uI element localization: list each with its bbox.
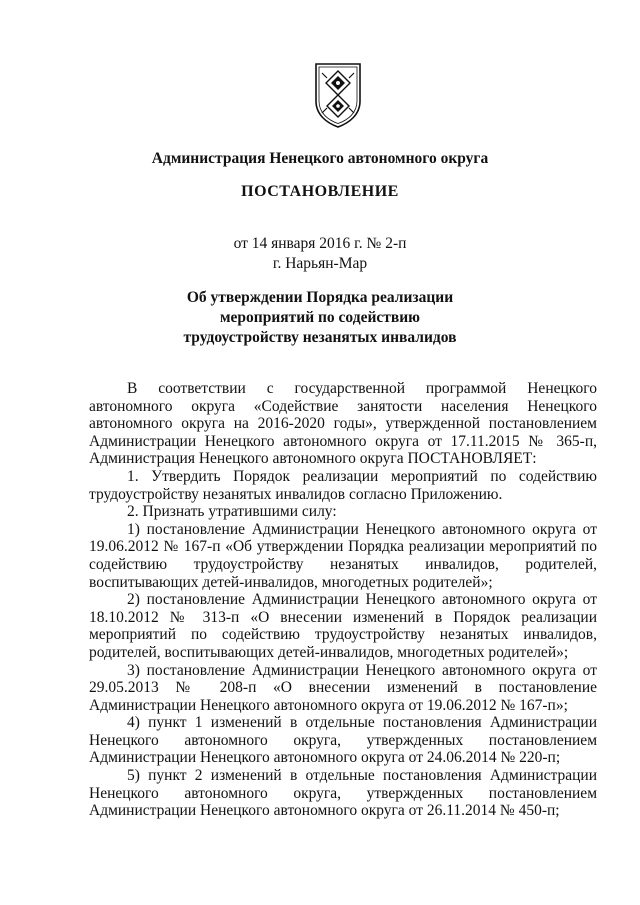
clause-2: 2. Признать утратившими силу: (127, 503, 337, 521)
document-type: ПОСТАНОВЛЕНИЕ (241, 183, 399, 200)
coat-of-arms-icon (313, 61, 363, 129)
clause-2-item-4: 4) пункт 1 изменений в отдельные постановления Администрации Ненецкого автономного округа, утвержденных постановлением Администрации Ненецкого автономного округа от 24.06.2014 № 220-п; (89, 714, 597, 767)
document-body (89, 380, 597, 820)
document-city: г. Нарьян-Мар (272, 255, 368, 272)
organization-name: Администрация Ненецкого автономного округа (151, 150, 489, 167)
document-title-line: мероприятий по содействию (219, 309, 421, 326)
preamble-paragraph: В соответствии с государственной программой Ненецкого автономного округа «Содействие занятости населения Ненецкого автономного округа на 2016-2020 годы», утвержденной постановлением Администрации Ненецкого автономного округа от 17.11.2015 № 365-п, Администрация Ненецкого автономного округа ПОСТАНОВЛЯЕТ: (89, 380, 597, 468)
clause-1: 1. Утвердить Порядок реализации мероприятий по содействию трудоустройству незанятых инвалидов согласно Приложению. (89, 467, 597, 503)
clause-2-item-3: 3) постановление Администрации Ненецкого автономного округа от 29.05.2013 № 208-п «О внесении изменений в постановление Администрации Ненецкого автономного округа от 19.06.2012 № 167-п»; (89, 661, 597, 714)
document-title (0, 288, 640, 348)
clause-2-item-2: 2) постановление Администрации Ненецкого автономного округа от 18.10.2012 № 313-п «О внесении изменений в Порядок реализации мероприятий по содействию трудоустройству незанятых инвалидов, родителей, воспитывающих детей-инвалидов, многодетных родителей»; (89, 591, 597, 661)
clause-2-item-5: 5) пункт 2 изменений в отдельные постановления Администрации Ненецкого автономного округа, утвержденных постановлением Администрации Ненецкого автономного округа от 26.11.2014 № 450-п; (89, 767, 597, 820)
document-title-line: трудоустройству незанятых инвалидов (183, 329, 457, 346)
document-title-line: Об утверждении Порядка реализации (186, 289, 454, 306)
clause-2-item-1: 1) постановление Администрации Ненецкого автономного округа от 19.06.2012 № 167-п «Об утверждении Порядка реализации мероприятий по содействию трудоустройству незанятых инвалидов, родителей, воспитывающих детей-инвалидов, многодетных родителей»; (89, 520, 597, 591)
document-date-number: от 14 января 2016 г. № 2-п (233, 235, 407, 252)
